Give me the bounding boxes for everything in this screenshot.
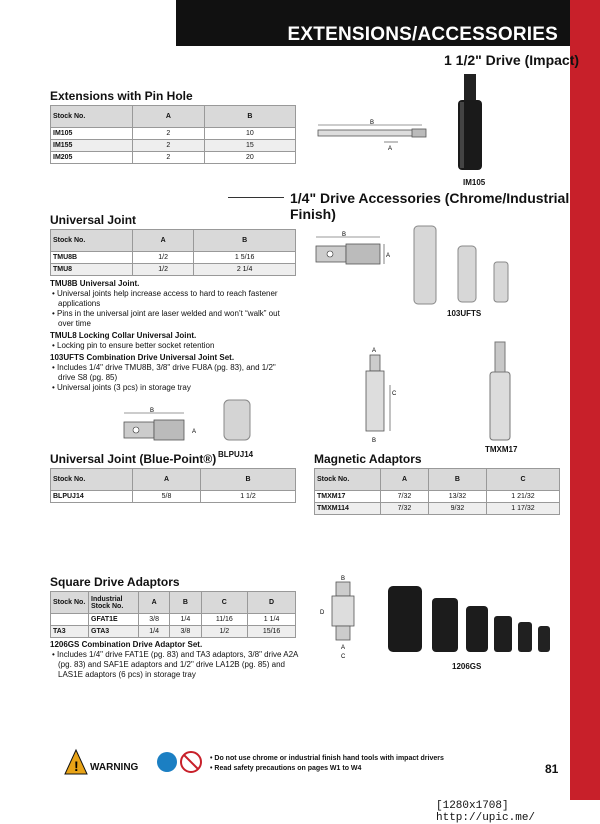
cell: 1 21/32 [486, 491, 559, 503]
cell: 1 17/32 [486, 503, 559, 515]
cell [51, 614, 89, 626]
col-stock: Stock No. [51, 592, 89, 614]
cell: 2 1/4 [194, 264, 296, 276]
col-industrial: Industrial Stock No. [89, 592, 139, 614]
cell: 15 [204, 140, 295, 152]
cell: 5/8 [133, 491, 201, 503]
page-number: 81 [545, 762, 559, 776]
bullet: • Locking pin to ensure better socket retention [52, 341, 215, 350]
col-c: C [486, 469, 559, 491]
bullet: • Includes 1/4" drive FAT1E (pg. 83) and TA3 adaptors, 3/8" drive A2A (pg. 83) and SAF1E adaptors and 1/2" drive LA12B (pg. 85) and LAS1E adaptors (6 pcs) in storage tray [52, 650, 298, 679]
blpuj14-photo [218, 396, 258, 446]
1206gs-heading: 1206GS Combination Drive Adaptor Set. [50, 640, 203, 649]
section-rule [228, 197, 284, 198]
cell: 7/32 [381, 491, 429, 503]
col-b: B [194, 230, 296, 252]
col-a: A [133, 106, 205, 128]
page-title: EXTENSIONS/ACCESSORIES [287, 24, 558, 45]
col-a: A [133, 230, 194, 252]
cell: IM105 [51, 128, 133, 140]
103ufts-photo [408, 222, 518, 308]
universal-joint-diagram [312, 232, 392, 274]
col-d: D [248, 592, 296, 614]
tmxm17-photo [482, 340, 518, 442]
cell: 1 1/2 [201, 491, 296, 503]
warning-notes [210, 754, 444, 774]
warning-note: • Do not use chrome or industrial finish hand tools with impact drivers [210, 755, 444, 762]
cell: 1/2 [201, 626, 248, 638]
square-drive-table [50, 591, 296, 638]
dim-c-label: C [392, 391, 397, 397]
universal-joint-title: Universal Joint [50, 213, 137, 227]
cell: TMU8 [51, 264, 133, 276]
cell: 10 [204, 128, 295, 140]
table-header-row [51, 592, 296, 614]
dim-b-label: B [370, 120, 375, 126]
bullet: • Pins in the universal joint are laser welded and won’t “walk” out over time [52, 309, 280, 328]
cell: 7/32 [381, 503, 429, 515]
cell: 9/32 [428, 503, 486, 515]
cell: 1 1/4 [248, 614, 296, 626]
warning-note: • Read safety precautions on pages W1 to W4 [210, 765, 362, 772]
col-a: A [381, 469, 429, 491]
dim-b-label: B [342, 232, 347, 238]
table-row [315, 491, 560, 503]
table-header-row [51, 106, 296, 128]
table-row [51, 491, 296, 503]
dim-a-label: A [386, 253, 391, 259]
red-side-bar [570, 0, 600, 800]
im105-photo [450, 72, 490, 177]
table-header-row [315, 469, 560, 491]
103ufts-caption: 103UFTS [447, 309, 482, 318]
cell: 1/2 [133, 252, 194, 264]
cell: GFAT1E [89, 614, 139, 626]
col-a: A [133, 469, 201, 491]
col-a: A [139, 592, 170, 614]
cell: 2 [133, 152, 205, 164]
cell: TA3 [51, 626, 89, 638]
table-header-row [51, 469, 296, 491]
dim-d-label: D [320, 610, 325, 616]
uj-description [50, 279, 295, 393]
dim-a-label: A [372, 348, 377, 354]
dim-b-label: B [150, 408, 155, 414]
col-b: B [170, 592, 201, 614]
cell: 3/8 [139, 614, 170, 626]
1206gs-description [50, 640, 300, 680]
square-drive-title: Square Drive Adaptors [50, 575, 180, 589]
table-row [51, 140, 296, 152]
cell: 2 [133, 140, 205, 152]
cell: 1/4 [139, 626, 170, 638]
cell: 3/8 [170, 626, 201, 638]
table-row [51, 626, 296, 638]
table-row [51, 614, 296, 626]
cell: 15/16 [248, 626, 296, 638]
blpuj14-caption: BLPUJ14 [218, 450, 254, 459]
magnetic-title: Magnetic Adaptors [314, 452, 422, 466]
cell: 1 5/16 [194, 252, 296, 264]
footer-watermark: [1280x1708] http://upic.me/ [436, 800, 536, 824]
bullet: • Universal joints help increase access to hard to reach fastener applications [52, 289, 278, 308]
col-stock: Stock No. [51, 230, 133, 252]
col-b: B [204, 106, 295, 128]
cell: 11/16 [201, 614, 248, 626]
table-row [315, 503, 560, 515]
section-title-accessories: 1/4" Drive Accessories (Chrome/Industrial Finish) [290, 190, 570, 222]
dim-a-label: A [341, 645, 346, 651]
table-row [51, 252, 296, 264]
im105-caption: IM105 [463, 178, 486, 187]
extensions-table [50, 105, 296, 164]
cell: 2 [133, 128, 205, 140]
dim-a-label: A [192, 429, 197, 435]
col-b: B [201, 469, 296, 491]
cell: TMXM17 [315, 491, 381, 503]
dim-b-label: B [341, 576, 346, 582]
103ufts-heading: 103UFTS Combination Drive Universal Joint Set. [50, 353, 235, 362]
cell: 20 [204, 152, 295, 164]
square-adaptor-diagram [314, 574, 364, 660]
dim-a-label: A [388, 146, 393, 152]
bp-title: Universal Joint (Blue-Point®) [50, 452, 217, 466]
tmul8-heading: TMUL8 Locking Collar Universal Joint. [50, 331, 197, 340]
bullet: • Includes 1/4" drive TMU8B, 3/8" drive FU8A (pg. 83), and 1/2" drive S8 (pg. 85) [52, 363, 276, 382]
section-title-impact: 1 1/2" Drive (Impact) [444, 52, 580, 68]
magnetic-adaptor-diagram [360, 345, 400, 445]
bp-joint-diagram [120, 408, 210, 448]
col-stock: Stock No. [51, 469, 133, 491]
extensions-title: Extensions with Pin Hole [50, 89, 193, 103]
svg-text:!: ! [74, 758, 79, 774]
cell: BLPUJ14 [51, 491, 133, 503]
universal-joint-table [50, 229, 296, 276]
col-stock: Stock No. [51, 106, 133, 128]
1206gs-photo [382, 580, 562, 660]
cell: TMXM114 [315, 503, 381, 515]
warning-label: WARNING [90, 762, 139, 773]
bullet: • Universal joints (3 pcs) in storage tray [52, 383, 191, 392]
table-row [51, 152, 296, 164]
cell: TMU8B [51, 252, 133, 264]
col-b: B [428, 469, 486, 491]
cell: IM155 [51, 140, 133, 152]
tmu8b-heading: TMU8B Universal Joint. [50, 279, 140, 288]
dim-c-label: C [341, 654, 346, 660]
col-c: C [201, 592, 248, 614]
cell: 13/32 [428, 491, 486, 503]
cell: GTA3 [89, 626, 139, 638]
tmxm17-caption: TMXM17 [485, 445, 518, 454]
magnetic-table [314, 468, 560, 515]
col-stock: Stock No. [315, 469, 381, 491]
table-row [51, 264, 296, 276]
table-header-row [51, 230, 296, 252]
cell: 1/4 [170, 614, 201, 626]
1206gs-caption: 1206GS [452, 662, 482, 671]
extension-diagram [312, 120, 432, 160]
table-row [51, 128, 296, 140]
cell: 1/2 [133, 264, 194, 276]
bp-table [50, 468, 296, 503]
dim-b-label: B [372, 438, 377, 444]
page-header [176, 0, 570, 46]
cell: IM205 [51, 152, 133, 164]
